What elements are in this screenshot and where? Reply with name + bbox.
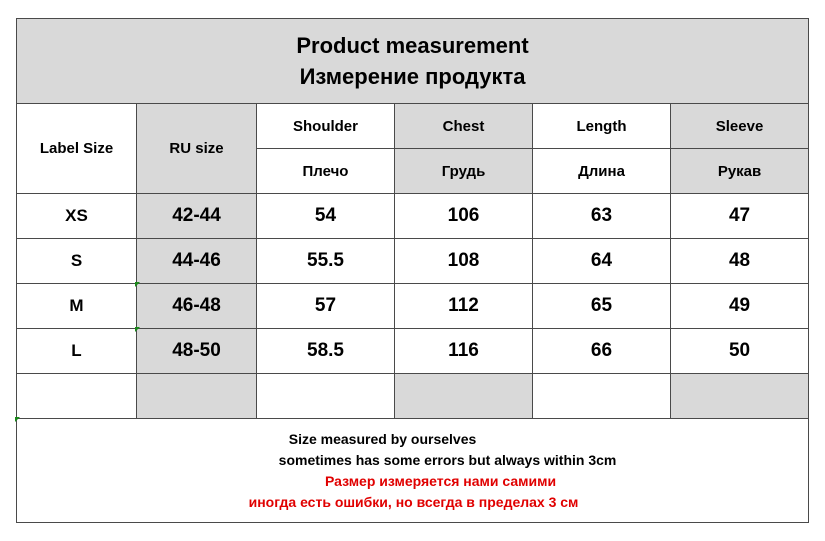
header-shoulder-en: Shoulder [257, 104, 395, 149]
ru-size-cell [137, 284, 257, 329]
empty-cell [137, 374, 257, 419]
title-cell [17, 19, 809, 104]
note-ru-line2: иногда есть ошибки, но всегда в пределах 3 см [248, 493, 579, 510]
ru-size-cell: 42-44 [137, 194, 257, 239]
length-cell: 64 [533, 239, 671, 284]
label-size-cell: XS [17, 194, 137, 239]
header-length-ru: Длина [533, 149, 671, 194]
chest-cell: 116 [395, 329, 533, 374]
length-cell: 66 [533, 329, 671, 374]
ru-size-cell: 44-46 [137, 239, 257, 284]
cell-comment-marker [135, 282, 140, 287]
shoulder-cell: 54 [257, 194, 395, 239]
measurement-sheet [16, 18, 809, 523]
shoulder-cell: 58.5 [257, 329, 395, 374]
header-ru-size: RU size [137, 104, 257, 194]
header-shoulder-ru: Плечо [257, 149, 395, 194]
note-ru-line1: Размер измеряется нами самими [324, 472, 557, 489]
header-sleeve-en: Sleeve [671, 104, 809, 149]
chest-cell: 112 [395, 284, 533, 329]
length-cell: 63 [533, 194, 671, 239]
sleeve-cell: 50 [671, 329, 809, 374]
label-size-cell: S [17, 239, 137, 284]
shoulder-cell: 55.5 [257, 239, 395, 284]
empty-cell [395, 374, 533, 419]
ru-size-value: 48-50 [172, 340, 221, 361]
shoulder-cell: 57 [257, 284, 395, 329]
ru-size-value: 46-48 [172, 295, 221, 316]
empty-cell [671, 374, 809, 419]
size-chart-table [16, 18, 809, 523]
title-ru: Измерение продукта [299, 64, 526, 89]
table-row [17, 239, 809, 284]
cell-comment-marker [15, 417, 20, 422]
header-label-size: Label Size [17, 104, 137, 194]
notes-cell [17, 419, 809, 523]
empty-cell [17, 374, 137, 419]
empty-cell [533, 374, 671, 419]
label-size-cell: L [17, 329, 137, 374]
title-en: Product measurement [296, 33, 529, 58]
length-cell: 65 [533, 284, 671, 329]
cell-comment-marker [135, 327, 140, 332]
table-row [17, 329, 809, 374]
sleeve-cell: 47 [671, 194, 809, 239]
table-row [17, 194, 809, 239]
empty-row [17, 374, 809, 419]
empty-cell [257, 374, 395, 419]
ru-size-cell [137, 329, 257, 374]
sleeve-cell: 48 [671, 239, 809, 284]
note-en-line1: Size measured by ourselves [288, 430, 477, 447]
header-chest-en: Chest [395, 104, 533, 149]
header-sleeve-ru: Рукав [671, 149, 809, 194]
header-length-en: Length [533, 104, 671, 149]
sleeve-cell: 49 [671, 284, 809, 329]
chest-cell: 108 [395, 239, 533, 284]
header-chest-ru: Грудь [395, 149, 533, 194]
table-row [17, 284, 809, 329]
chest-cell: 106 [395, 194, 533, 239]
label-size-cell: M [17, 284, 137, 329]
note-en-line2: sometimes has some errors but always within 3cm [278, 451, 617, 468]
